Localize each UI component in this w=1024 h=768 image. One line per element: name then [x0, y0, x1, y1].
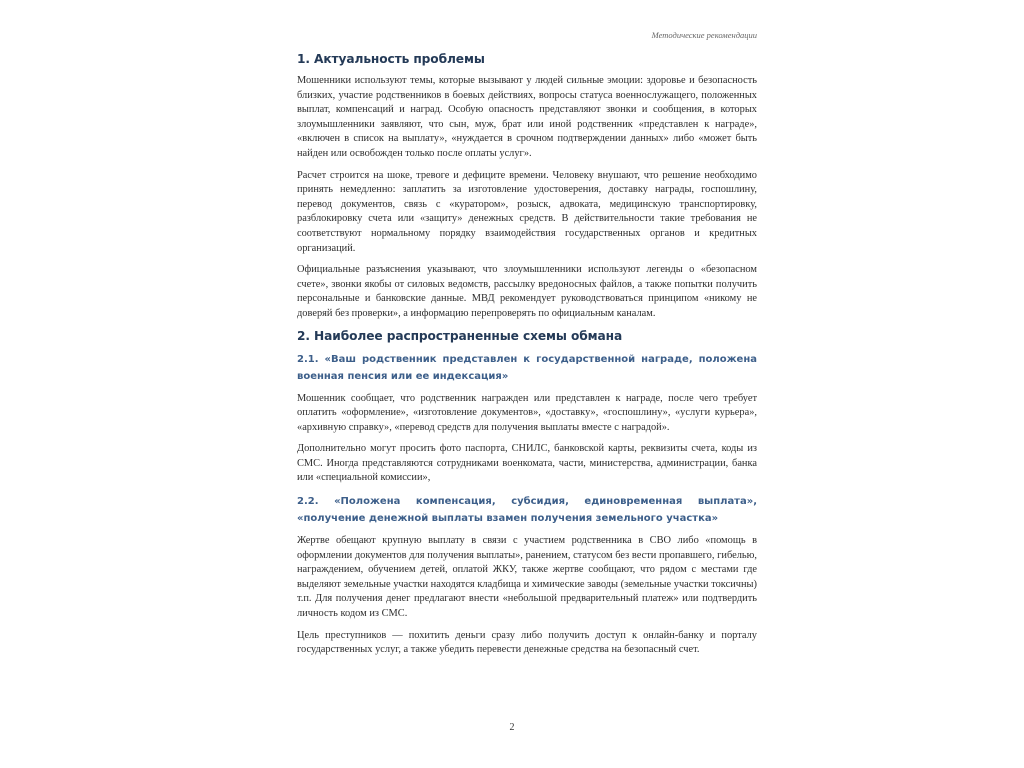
subsection-2-2-paragraph: Цель преступников — похитить деньги сразу либо получить доступ к онлайн-банку и порталу государственных услуг, а также убедить перевести денежные средства на безопасный счет. [297, 629, 757, 656]
subsection-2-1-paragraph: Мошенник сообщает, что родственник награжден или представлен к награде, после чего требует оплатить «оформление», «изготовление документов», «доставку», «госпошлину», «услуги курьера», «архивную справку», «перевод средств для получения выплаты вместе с наградой». [297, 392, 757, 433]
running-header: Методические рекомендации [651, 30, 757, 40]
subsection-2-2-paragraph: Жертве обещают крупную выплату в связи с участием родственника в СВО либо «помощь в оформлении документов для получения выплаты», ранением, статусом без вести пропавшего, гибелью, награждением, обучением детей, оплатой ЖКУ, также жертве сообщают, что рядом с местами где выделяют земельные участки находятся кладбища и химические заводы (земельные участки токсичны) т.п. Для получения денег предлагают внести «небольшой предварительный платеж» или подтвердить личность кодом из СМС. [297, 535, 757, 620]
section-1-title: 1. Актуальность проблемы [297, 52, 485, 66]
subsection-2-1-title: 2.1. «Ваш родственник представлен к государственной награде, положена военная пенсия или ее индексация» [297, 353, 757, 382]
subsection-2-2-title: 2.2. «Положена компенсация, субсидия, единовременная выплата», «получение денежной выплаты взамен получения земельного участка» [297, 496, 757, 525]
section-2-title: 2. Наиболее распространенные схемы обмана [297, 328, 623, 343]
subsection-2-1-paragraph: Дополнительно могут просить фото паспорта, СНИЛС, банковской карты, реквизиты счета, коды из СМС. Иногда представляются сотрудниками военкомата, части, министерства, администрации, банка или «специальной комиссии», [297, 443, 757, 484]
page-number: 2 [509, 722, 515, 733]
section-1-paragraph: Расчет строится на шоке, тревоге и дефиците времени. Человеку внушают, что решение необходимо принять немедленно: заплатить за изготовление удостоверения, доставку награды, госпошлину, перевод документов, связь с «куратором», розыск, адвоката, медицинскую транспортировку, разблокировку счета или «защиту» денежных средств. В действительности такие требования не соответствуют нормальному порядку взаимодействия государственных органов и кредитных организаций. [297, 169, 757, 254]
section-1-paragraph: Официальные разъяснения указывают, что злоумышленники используют легенды о «безопасном счете», звонки якобы от силовых ведомств, рассылку вредоносных файлов, а также попытки получить персональные и банковские данные. МВД рекомендует руководствоваться принципом «никому не доверяй без проверки», а информацию перепроверять по официальным каналам. [297, 264, 757, 319]
section-1-paragraph: Мошенники используют темы, которые вызывают у людей сильные эмоции: здоровье и безопасность близких, участие родственников в боевых действиях, вопросы статуса военнослужащего, положенных выплат, компенсаций и наград. Особую опасность представляют звонки и сообщения, в которых злоумышленники заявляют, что сын, муж, брат или иной родственник «представлен к награде», «включен в список на выплату», «нуждается в срочном подтверждении данных» либо «может быть найден или освобожден только после оплаты услуг». [297, 75, 757, 159]
document-page [297, 30, 757, 665]
